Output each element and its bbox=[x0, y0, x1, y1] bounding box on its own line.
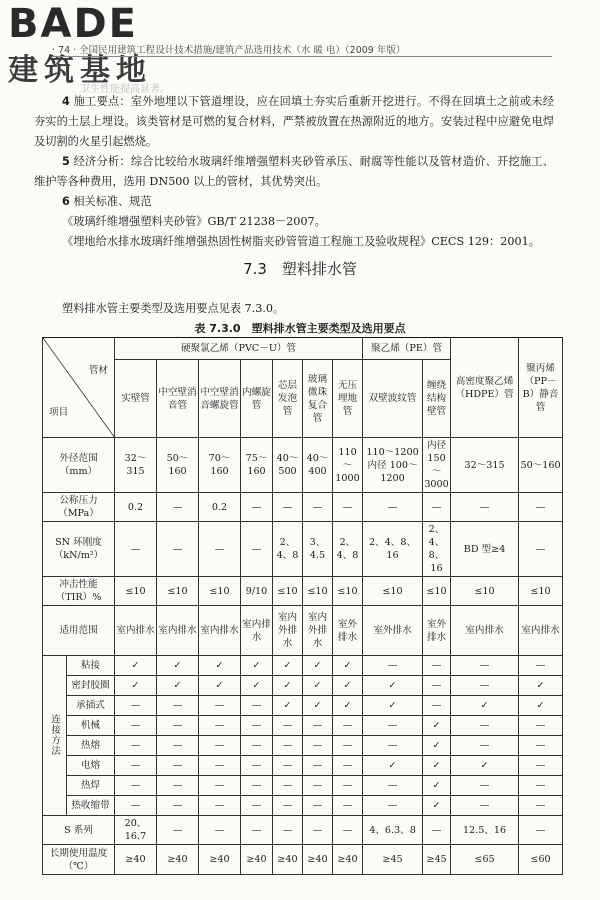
corner-header-cell bbox=[43, 338, 115, 438]
table-cell: ✓ bbox=[519, 676, 563, 696]
table-cell: ≤10 bbox=[333, 577, 363, 606]
table-cell: — bbox=[241, 696, 273, 716]
table-cell: — bbox=[363, 656, 423, 676]
table-cell: — bbox=[519, 816, 563, 845]
row-label: 公称压力（MPa） bbox=[43, 493, 115, 522]
table-cell: ≤65 bbox=[451, 845, 519, 875]
intro-text: 塑料排水管主要类型及选用要点见表 7.3.0。 bbox=[62, 302, 285, 315]
table-cell: 12.5、16 bbox=[451, 816, 519, 845]
table-cell: — bbox=[273, 776, 303, 796]
table-cell: — bbox=[115, 716, 157, 736]
table-cell: 50～160 bbox=[157, 438, 199, 493]
table-cell: — bbox=[303, 493, 333, 522]
table-cell: — bbox=[333, 716, 363, 736]
table-cell: 40～400 bbox=[303, 438, 333, 493]
table-cell: — bbox=[333, 756, 363, 776]
table-cell: 4、6.3、8 bbox=[363, 816, 423, 845]
table-cell: — bbox=[303, 716, 333, 736]
para-text: 施工要点：室外地埋以下管道埋设，应在回填土夯实后重新开挖进行。不得在回填土之前或未经夯实的土层上埋设。该类管材是可燃的复合材料，严禁被放置在热源附近的地方。安装过程中应避免电焊及切割的火星引起燃烧。 bbox=[34, 95, 554, 148]
table-cell: ≤10 bbox=[451, 577, 519, 606]
table-cell: ≥40 bbox=[273, 845, 303, 875]
table-cell: — bbox=[115, 522, 157, 577]
connection-row bbox=[43, 776, 563, 796]
table-cell: — bbox=[241, 522, 273, 577]
table-cell: — bbox=[273, 736, 303, 756]
connection-type: 承插式 bbox=[67, 696, 115, 716]
para-text: 经济分析：综合比较给水玻璃纤维增强塑料夹砂管承压、耐腐等性能以及管材造价、开挖施工、维护等各种费用，选用 DN500 以上的管材，其优势突出。 bbox=[34, 155, 554, 188]
table-cell: 室内排水 bbox=[157, 606, 199, 656]
table-cell: — bbox=[241, 756, 273, 776]
table-cell: — bbox=[241, 716, 273, 736]
table-cell: — bbox=[451, 656, 519, 676]
connection-row bbox=[43, 796, 563, 816]
table-cell: — bbox=[303, 776, 333, 796]
table-row bbox=[43, 606, 563, 656]
table-cell: — bbox=[157, 736, 199, 756]
connection-type: 密封胶圈 bbox=[67, 676, 115, 696]
table-cell: ✓ bbox=[519, 696, 563, 716]
table-cell: ≤10 bbox=[423, 577, 451, 606]
table-cell: — bbox=[519, 522, 563, 577]
table-cell: ≤10 bbox=[303, 577, 333, 606]
table-cell: 室内外排水 bbox=[273, 606, 303, 656]
table-cell: 室内排水 bbox=[199, 606, 241, 656]
table-cell: — bbox=[451, 676, 519, 696]
connection-row bbox=[43, 676, 563, 696]
connection-type: 电熔 bbox=[67, 756, 115, 776]
col-header: 缠绕结构壁管 bbox=[423, 360, 451, 438]
table-cell: ✓ bbox=[273, 676, 303, 696]
connection-type: 热收缩带 bbox=[67, 796, 115, 816]
connection-method-label: 连接方法 bbox=[43, 656, 67, 816]
table-cell: — bbox=[115, 736, 157, 756]
table-cell: — bbox=[199, 736, 241, 756]
table-cell: BD 型≥4 bbox=[451, 522, 519, 577]
table-cell: 内径 150～3000 bbox=[423, 438, 451, 493]
table-row bbox=[43, 845, 563, 875]
table-body bbox=[43, 438, 563, 875]
connection-row bbox=[43, 756, 563, 776]
running-header bbox=[52, 42, 552, 56]
table-cell: — bbox=[199, 696, 241, 716]
connection-row bbox=[43, 736, 563, 756]
table-row bbox=[43, 438, 563, 493]
table-cell: 室内排水 bbox=[241, 606, 273, 656]
table-cell: 40～500 bbox=[273, 438, 303, 493]
table-cell: — bbox=[333, 796, 363, 816]
table-cell: — bbox=[157, 696, 199, 716]
table-cell: — bbox=[423, 676, 451, 696]
table-cell: — bbox=[241, 796, 273, 816]
table-cell: 2、4、8 bbox=[333, 522, 363, 577]
paragraph-economics bbox=[34, 152, 554, 192]
table-cell: 室外排水 bbox=[423, 606, 451, 656]
connection-type: 粘接 bbox=[67, 656, 115, 676]
table-cell: — bbox=[423, 816, 451, 845]
table-cell: ≤60 bbox=[519, 845, 563, 875]
table-cell: 室内排水 bbox=[519, 606, 563, 656]
table-cell: ✓ bbox=[423, 796, 451, 816]
row-label: SN 环刚度（kN/m²） bbox=[43, 522, 115, 577]
connection-type: 热焊 bbox=[67, 776, 115, 796]
table-cell: — bbox=[115, 776, 157, 796]
table-cell: — bbox=[157, 493, 199, 522]
table-cell: — bbox=[519, 716, 563, 736]
row-label: 长期使用温度（℃） bbox=[43, 845, 115, 875]
table-cell: — bbox=[199, 756, 241, 776]
col-header: 实壁管 bbox=[115, 360, 157, 438]
table-cell: ≥40 bbox=[157, 845, 199, 875]
corner-label-item: 项目 bbox=[49, 407, 69, 418]
row-label: 外径范围（mm） bbox=[43, 438, 115, 493]
table-cell: ✓ bbox=[333, 696, 363, 716]
row-label: S 系列 bbox=[43, 816, 115, 845]
table-row bbox=[43, 493, 563, 522]
table-cell: 50～160 bbox=[519, 438, 563, 493]
standard-citation: 《玻璃纤维增强塑料夹砂管》GB/T 21238－2007。 bbox=[62, 215, 326, 228]
col-header: 无压埋地管 bbox=[333, 360, 363, 438]
table-cell: — bbox=[363, 716, 423, 736]
table-cell: — bbox=[363, 776, 423, 796]
table-cell: — bbox=[519, 736, 563, 756]
table-cell: ✓ bbox=[199, 676, 241, 696]
table-cell: 110～1200 内径 100～1200 bbox=[363, 438, 423, 493]
standard-citation: 《埋地给水排水玻璃纤维增强热固性树脂夹砂管管道工程施工及验收规程》CECS 129：2001。 bbox=[62, 235, 540, 248]
table-cell: ✓ bbox=[115, 676, 157, 696]
table-cell: — bbox=[303, 816, 333, 845]
table-row bbox=[43, 816, 563, 845]
table-cell: ✓ bbox=[303, 676, 333, 696]
table-cell: — bbox=[157, 796, 199, 816]
table-cell: — bbox=[451, 493, 519, 522]
col-header: 中空壁消音管 bbox=[157, 360, 199, 438]
table-cell: ✓ bbox=[241, 656, 273, 676]
table-cell: — bbox=[519, 776, 563, 796]
table-cell: — bbox=[157, 776, 199, 796]
table-cell: — bbox=[333, 816, 363, 845]
table-cell: — bbox=[273, 493, 303, 522]
table-cell: ≤10 bbox=[519, 577, 563, 606]
table-cell: ≥40 bbox=[199, 845, 241, 875]
table-cell: — bbox=[199, 796, 241, 816]
table-cell: ✓ bbox=[423, 756, 451, 776]
table-cell: — bbox=[303, 756, 333, 776]
table-cell: — bbox=[303, 796, 333, 816]
table-cell: ✓ bbox=[333, 656, 363, 676]
paragraph-standards bbox=[34, 192, 554, 212]
table-cell: — bbox=[423, 656, 451, 676]
table-cell: — bbox=[519, 493, 563, 522]
table-cell: 0.2 bbox=[115, 493, 157, 522]
col-header-ppb: 聚丙烯（PP－B）静音管 bbox=[519, 338, 563, 438]
table-cell: — bbox=[363, 796, 423, 816]
table-cell: 110～1000 bbox=[333, 438, 363, 493]
table-cell: — bbox=[241, 776, 273, 796]
table-cell: ✓ bbox=[423, 776, 451, 796]
table-cell: 室内外排水 bbox=[303, 606, 333, 656]
table-cell: ✓ bbox=[451, 756, 519, 776]
table-cell: ✓ bbox=[303, 696, 333, 716]
table-cell: — bbox=[519, 796, 563, 816]
table-cell: 室外排水 bbox=[333, 606, 363, 656]
table-cell: — bbox=[157, 816, 199, 845]
table-cell: — bbox=[241, 736, 273, 756]
table-cell: — bbox=[199, 716, 241, 736]
table-cell: — bbox=[363, 493, 423, 522]
table-cell: 9/10 bbox=[241, 577, 273, 606]
group-header-pe: 聚乙烯（PE）管 bbox=[363, 338, 451, 360]
table-cell: 75～160 bbox=[241, 438, 273, 493]
table-cell: ✓ bbox=[241, 676, 273, 696]
table-cell: — bbox=[519, 756, 563, 776]
table-cell: — bbox=[241, 493, 273, 522]
table-cell: — bbox=[157, 716, 199, 736]
table-cell: — bbox=[451, 796, 519, 816]
table-cell: 20、16.7 bbox=[115, 816, 157, 845]
table-row bbox=[43, 522, 563, 577]
table-cell: — bbox=[451, 736, 519, 756]
table-cell: — bbox=[451, 776, 519, 796]
paragraph-construction bbox=[34, 92, 554, 152]
connection-type: 热熔 bbox=[67, 736, 115, 756]
logo-subtitle: 建筑基地 bbox=[8, 53, 152, 88]
table-cell: ✓ bbox=[273, 696, 303, 716]
table-cell: ✓ bbox=[423, 736, 451, 756]
table-cell: 2、4、8 bbox=[273, 522, 303, 577]
table-cell: 室内排水 bbox=[451, 606, 519, 656]
row-label: 冲击性能（TIR）% bbox=[43, 577, 115, 606]
table-cell: — bbox=[333, 776, 363, 796]
col-header-hdpe: 高密度聚乙烯（HDPE）管 bbox=[451, 338, 519, 438]
table-cell: ≥40 bbox=[303, 845, 333, 875]
table-cell: ≤10 bbox=[273, 577, 303, 606]
pipe-type-table bbox=[42, 337, 563, 875]
table-cell: 70～160 bbox=[199, 438, 241, 493]
para-text: 相关标准、规范 bbox=[73, 195, 152, 208]
table-cell: — bbox=[157, 522, 199, 577]
table-cell: — bbox=[273, 816, 303, 845]
col-header: 芯层发泡管 bbox=[273, 360, 303, 438]
table-cell: ≤10 bbox=[115, 577, 157, 606]
table-cell: — bbox=[157, 756, 199, 776]
table-row bbox=[43, 577, 563, 606]
col-header: 玻璃微珠复合管 bbox=[303, 360, 333, 438]
table-cell: ✓ bbox=[273, 656, 303, 676]
table-cell: ✓ bbox=[451, 696, 519, 716]
table-cell: — bbox=[423, 696, 451, 716]
col-header: 双壁波纹管 bbox=[363, 360, 423, 438]
table-cell: ≥40 bbox=[115, 845, 157, 875]
table-cell: — bbox=[115, 796, 157, 816]
table-cell: ✓ bbox=[363, 676, 423, 696]
table-cell: 室内排水 bbox=[115, 606, 157, 656]
table-cell: ✓ bbox=[363, 756, 423, 776]
table-cell: ≤10 bbox=[363, 577, 423, 606]
table-cell: ≥40 bbox=[241, 845, 273, 875]
table-cell: ✓ bbox=[157, 656, 199, 676]
table-cell: ≥45 bbox=[423, 845, 451, 875]
table-cell: — bbox=[273, 796, 303, 816]
table-cell: — bbox=[241, 816, 273, 845]
header-rule bbox=[52, 56, 552, 57]
table-cell: — bbox=[273, 716, 303, 736]
table-cell: 3、4.5 bbox=[303, 522, 333, 577]
connection-row bbox=[43, 716, 563, 736]
table-cell: 32～315 bbox=[115, 438, 157, 493]
table-cell: ≤10 bbox=[199, 577, 241, 606]
table-cell: 32～315 bbox=[451, 438, 519, 493]
table-cell: ✓ bbox=[157, 676, 199, 696]
table-cell: — bbox=[199, 522, 241, 577]
table-cell: 室外排水 bbox=[363, 606, 423, 656]
connection-row bbox=[43, 696, 563, 716]
table-cell: ✓ bbox=[423, 716, 451, 736]
table-cell: 2、4、8、16 bbox=[423, 522, 451, 577]
table-cell: — bbox=[303, 736, 333, 756]
table-header-row bbox=[43, 338, 563, 360]
col-header: 内螺旋管 bbox=[241, 360, 273, 438]
para-number: 6 bbox=[62, 195, 70, 208]
table-cell: — bbox=[199, 816, 241, 845]
running-header-text: · 74 · 全国民用建筑工程设计技术措施/建筑产品选用技术（水 暖 电）（2009 年版） bbox=[52, 45, 406, 56]
table-cell: — bbox=[519, 656, 563, 676]
faint-bleed-text: 卫生性能提高显著。 bbox=[80, 84, 170, 95]
para-number: 4 bbox=[62, 95, 70, 108]
table-cell: ✓ bbox=[303, 656, 333, 676]
table-cell: ✓ bbox=[333, 676, 363, 696]
para-number: 5 bbox=[62, 155, 70, 168]
table-cell: ✓ bbox=[199, 656, 241, 676]
table-cell: — bbox=[273, 756, 303, 776]
row-label: 适用范围 bbox=[43, 606, 115, 656]
table-cell: ≤10 bbox=[157, 577, 199, 606]
connection-type: 机械 bbox=[67, 716, 115, 736]
table-cell: ≥40 bbox=[333, 845, 363, 875]
table-cell: — bbox=[333, 493, 363, 522]
section-title: 7.3 塑料排水管 bbox=[243, 260, 357, 278]
table-cell: — bbox=[423, 493, 451, 522]
connection-row bbox=[43, 656, 563, 676]
table-cell: 0.2 bbox=[199, 493, 241, 522]
diagonal-line bbox=[43, 338, 115, 438]
table-caption: 表 7.3.0 塑料排水管主要类型及选用要点 bbox=[194, 322, 406, 335]
col-header: 中空壁消音螺旋管 bbox=[199, 360, 241, 438]
table-cell: ✓ bbox=[115, 656, 157, 676]
table-cell: ≥45 bbox=[363, 845, 423, 875]
table-cell: — bbox=[333, 736, 363, 756]
group-header-pvc: 硬聚氯乙烯（PVC－U）管 bbox=[115, 338, 363, 360]
table-cell: — bbox=[451, 716, 519, 736]
body-text bbox=[34, 92, 554, 252]
table-cell: ✓ bbox=[363, 696, 423, 716]
logo-wordmark: BADE bbox=[8, 1, 138, 47]
table-cell: — bbox=[115, 756, 157, 776]
table-cell: — bbox=[363, 736, 423, 756]
table-cell: — bbox=[199, 776, 241, 796]
table-cell: 2、4、8、16 bbox=[363, 522, 423, 577]
corner-label-material: 管材 bbox=[88, 365, 108, 376]
table-cell: — bbox=[115, 696, 157, 716]
